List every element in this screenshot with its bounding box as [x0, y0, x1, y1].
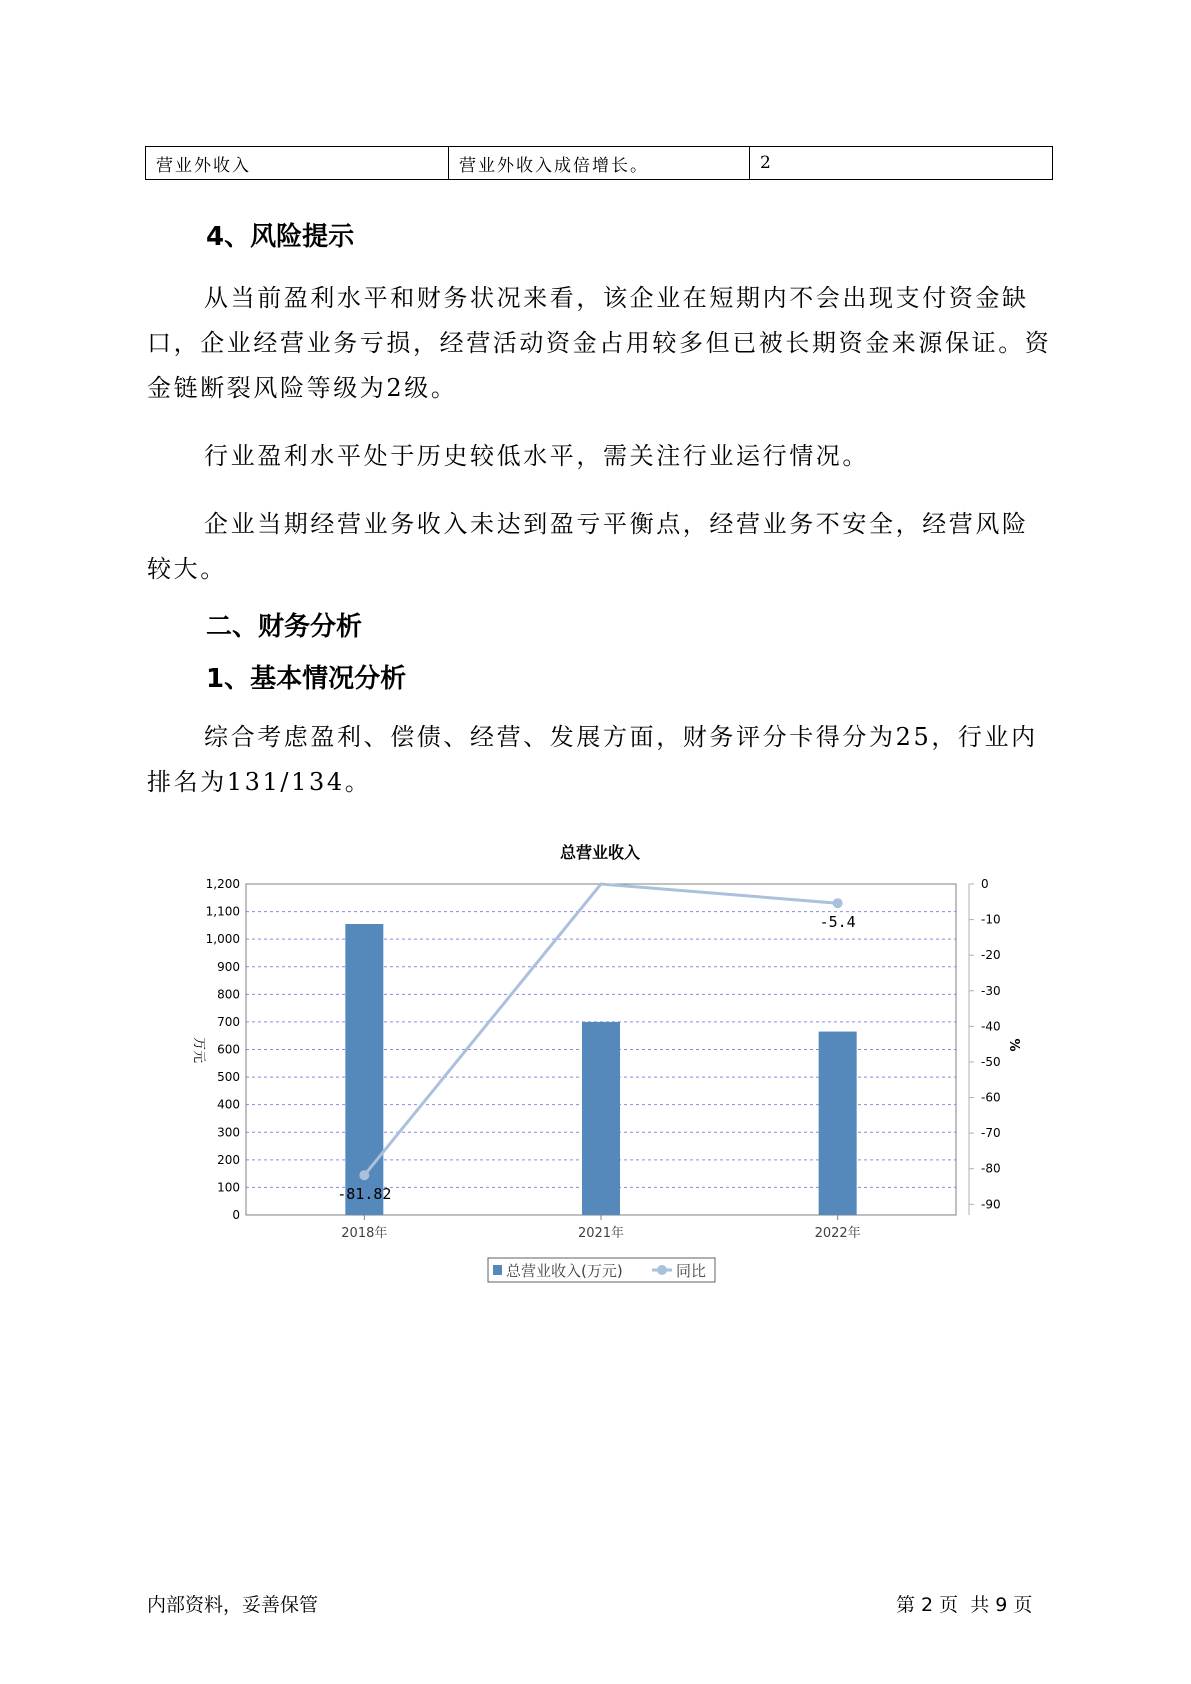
revenue-bar — [582, 1022, 620, 1215]
y-tick-label: 800 — [217, 987, 240, 1002]
y-tick-label: 400 — [217, 1097, 240, 1112]
y-tick-label: 300 — [217, 1125, 240, 1140]
y2-tick-label: 0 — [981, 877, 989, 891]
chart-legend — [488, 1258, 715, 1282]
legend-line-label: 同比 — [676, 1262, 707, 1280]
indicator-desc-cell: 营业外收入成倍增长。 — [449, 147, 750, 180]
x-tick-label: 2022年 — [814, 1226, 861, 1241]
legend-bar-swatch — [493, 1265, 502, 1275]
legend-bar-label: 总营业收入(万元) — [506, 1262, 623, 1280]
y2-tick-label: -10 — [981, 912, 1001, 927]
legend-line-marker — [657, 1265, 667, 1275]
y2-tick-label: -20 — [981, 948, 1001, 963]
y-tick-label: 900 — [217, 959, 240, 974]
y2-tick-label: -40 — [981, 1019, 1001, 1034]
risk-paragraph-2: 行业盈利水平处于历史较低水平，需关注行业运行情况。 — [204, 442, 869, 470]
y-tick-label: 100 — [217, 1180, 240, 1195]
basic-analysis-heading: 1、基本情况分析 — [206, 664, 407, 694]
y2-tick-label: -90 — [981, 1197, 1001, 1212]
y2-tick-label: -80 — [981, 1161, 1001, 1176]
yoy-data-label: -81.82 — [337, 1185, 392, 1204]
y-tick-label: 1,000 — [205, 932, 240, 947]
y-tick-label: 600 — [217, 1042, 240, 1057]
right-axis-ticks — [969, 877, 1001, 1211]
y-tick-label: 1,100 — [205, 904, 240, 919]
y-tick-label: 200 — [217, 1152, 240, 1167]
risk-paragraph-3: 企业当期经营业务收入未达到盈亏平衡点，经营业务不安全，经营风险较大。 — [147, 510, 1029, 583]
y2-axis-label: % — [1006, 1038, 1021, 1052]
y2-tick-label: -50 — [981, 1054, 1001, 1069]
risk-heading: 4、风险提示 — [206, 222, 355, 252]
footer-page-number: 第 2 页 共 9 页 — [896, 1594, 1033, 1616]
yoy-point — [833, 898, 843, 908]
y-axis-label: 万元 — [191, 1036, 206, 1064]
basic-analysis-paragraph: 综合考虑盈利、偿债、经营、发展方面，财务评分卡得分为25，行业内排名为131/134。 — [147, 723, 1038, 796]
chart-title: 总营业收入 — [559, 843, 641, 862]
indicator-score-cell: 2 — [750, 147, 1053, 180]
y-tick-label: 500 — [217, 1070, 240, 1085]
finance-heading: 二、财务分析 — [206, 612, 363, 642]
revenue-bar — [819, 1032, 857, 1215]
bar-series — [345, 924, 856, 1215]
x-axis-ticks — [341, 1215, 860, 1241]
yoy-data-label: -5.4 — [819, 913, 856, 932]
y-tick-label: 0 — [232, 1208, 240, 1222]
y2-tick-label: -30 — [981, 983, 1001, 998]
indicator-name-cell: 营业外收入 — [146, 147, 449, 180]
y-tick-label: 700 — [217, 1014, 240, 1029]
left-axis-ticks — [206, 877, 240, 1222]
risk-paragraph-1: 从当前盈利水平和财务状况来看，该企业在短期内不会出现支付资金缺口，企业经营业务亏损，经营活动资金占用较多但已被长期资金来源保证。资金链断裂风险等级为2级。 — [147, 284, 1052, 402]
footer-confidential: 内部资料，妥善保管 — [147, 1594, 319, 1616]
y2-tick-label: -70 — [981, 1126, 1001, 1141]
x-tick-label: 2018年 — [341, 1226, 388, 1241]
x-tick-label: 2021年 — [577, 1226, 625, 1241]
y2-tick-label: -60 — [981, 1090, 1001, 1105]
y-tick-label: 1,200 — [205, 877, 240, 891]
yoy-point — [359, 1170, 369, 1180]
